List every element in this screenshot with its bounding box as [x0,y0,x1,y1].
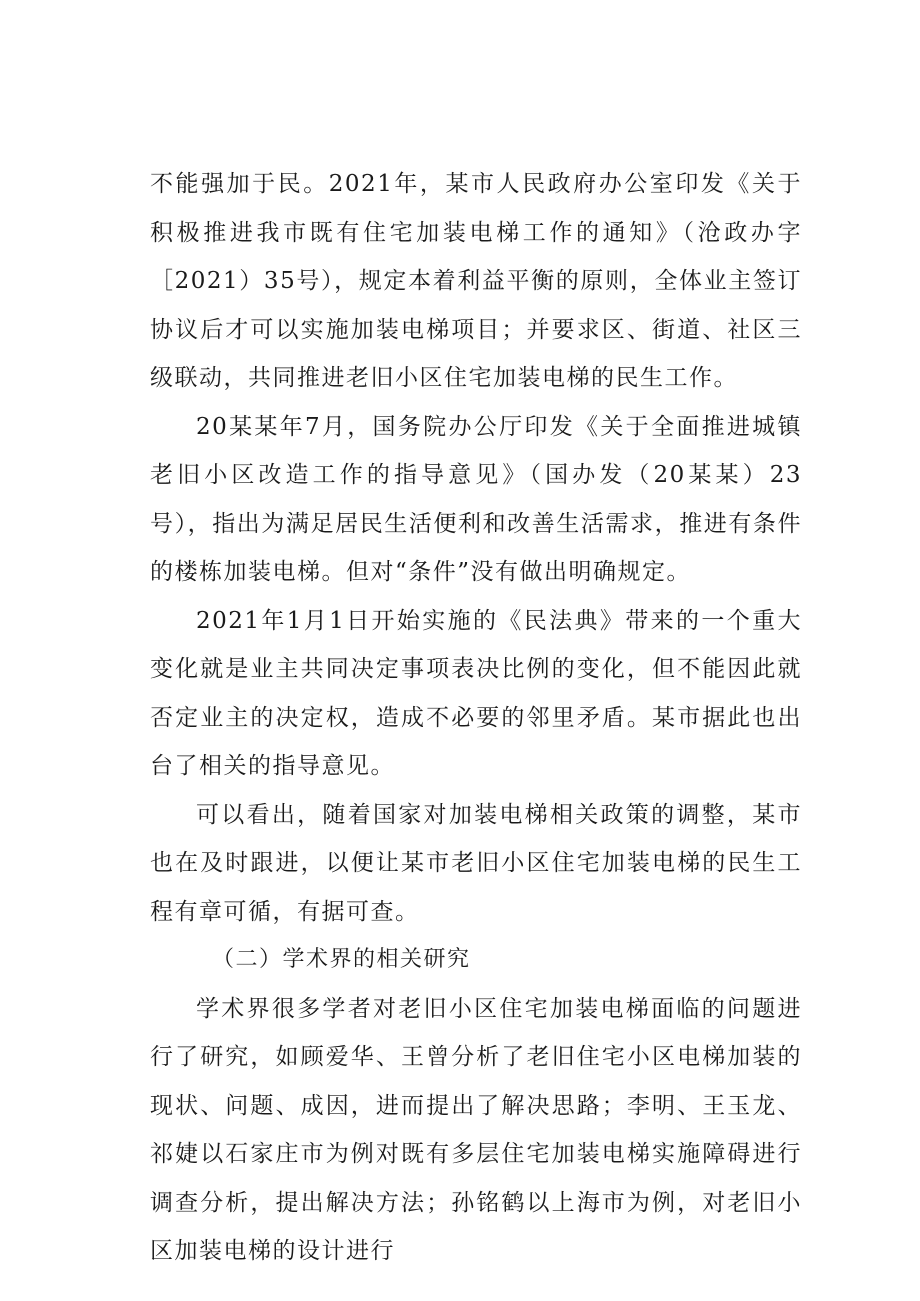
paragraph-academic-research: 学术界很多学者对老旧小区住宅加装电梯面临的问题进行了研究，如顾爱华、王曾分析了老旧住宅小区电梯加装的现状、问题、成因，进而提出了解决思路；李明、王玉龙、祁婕以石家庄市为例对既有多层住宅加装电梯实施障碍进行调查分析，提出解决方法；孙铭鹤以上海市为例，对老旧小区加装电梯的设计进行 [150,995,802,1264]
paragraph-policy-summary: 可以看出，随着国家对加装电梯相关政策的调整，某市也在及时跟进，以便让某市老旧小区住宅加装电梯的民生工程有章可循，有据可查。 [150,801,802,925]
section-heading: （二）学术界的相关研究 [212,947,471,972]
paragraph-civil-code: 2021年1月1日开始实施的《民法典》带来的一个重大变化就是业主共同决定事项表决比例的变化，但不能因此就否定业主的决定权，造成不必要的邻里矛盾。某市据此也出台了相关的指导意见。 [150,607,802,779]
document-body [150,160,802,1276]
paragraph-policy-notice: 不能强加于民。2021年，某市人民政府办公室印发《关于积极推进我市既有住宅加装电梯工作的通知》（沧政办字［2021）35号），规定本着利益平衡的原则，全体业主签订协议后才可以实施加装电梯项目；并要求区、街道、社区三级联动，共同推进老旧小区住宅加装电梯的民生工作。 [150,171,802,391]
paragraph-state-council-opinion: 20某某年7月，国务院办公厅印发《关于全面推进城镇老旧小区改造工作的指导意见》（国办发（20某某）23号），指出为满足居民生活便利和改善生活需求，推进有条件的楼栋加装电梯。但对“条件”没有做出明确规定。 [150,413,802,585]
